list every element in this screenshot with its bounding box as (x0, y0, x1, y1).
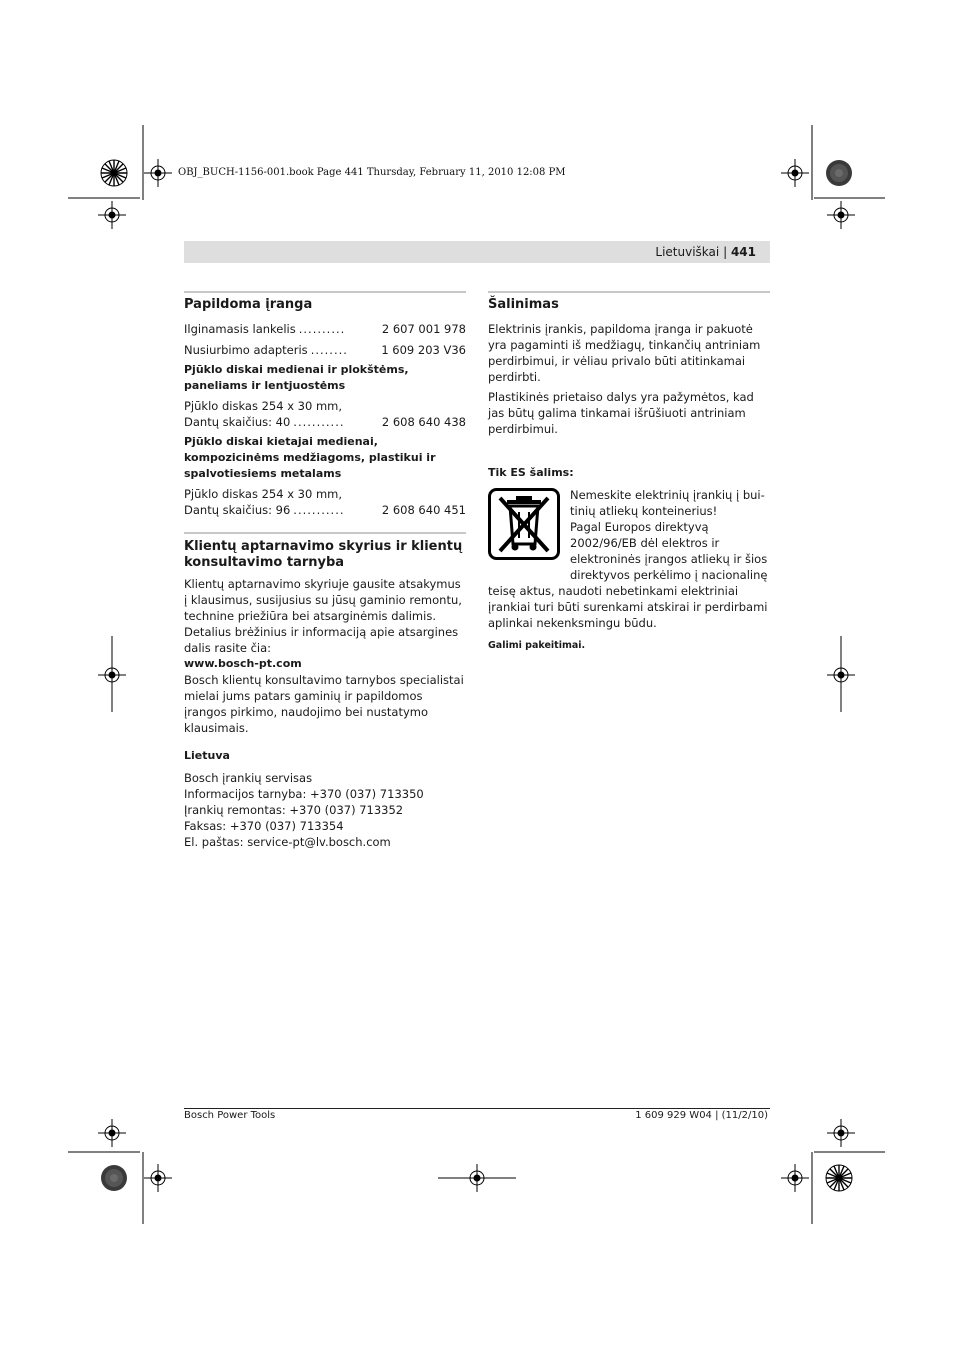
eu-line: tinių atliekų konteinerius! (570, 504, 718, 518)
eu-line: Nemeskite elektrinių įrankių į bui- (570, 488, 765, 502)
header-language: Lietuviškai (655, 245, 720, 259)
footer-code: 1 609 929 W04 | (11/2/10) (635, 1110, 768, 1121)
contact-line: Įrankių remontas: +370 (037) 713352 (184, 803, 404, 817)
contact-line: Bosch įrankių servisas (184, 771, 313, 785)
service-url: www.bosch-pt.com (184, 657, 302, 670)
eu-side-text (570, 487, 770, 583)
changes-note: Galimi pakeitimai. (488, 640, 586, 651)
section-rule (488, 291, 770, 293)
eu-line: direktyvos perkėlimo į nacionalinę (570, 568, 768, 582)
accessory-label: Nusiurbimo adapteris (184, 343, 308, 357)
footer-brand: Bosch Power Tools (184, 1110, 276, 1121)
accessories-list (184, 321, 466, 358)
accessories-title: Papildoma įranga (184, 297, 313, 312)
contact-list (184, 770, 466, 850)
leader-dots: ........ (310, 343, 348, 357)
section-rule (184, 291, 466, 293)
header-separator: | (723, 245, 728, 259)
wood-blade-spec: Pjūklo diskas 254 x 30 mm, (184, 399, 343, 413)
accessory-code: 1 609 203 V36 (381, 343, 466, 357)
leader-dots: .......... (298, 322, 346, 336)
eu-line: elektroninės įrangos atliekų ir šios (570, 552, 768, 566)
wood-blades-heading: Pjūklo diskai medienai ir plokštėms, paneliams ir lentjuostėms (184, 363, 409, 392)
hardwood-blade-spec: Pjūklo diskas 254 x 30 mm, (184, 487, 343, 501)
print-slug: OBJ_BUCH-1156-001.book Page 441 Thursday, February 11, 2010 12:08 PM (178, 167, 566, 178)
hardwood-blade-row (184, 502, 466, 518)
eu-heading: Tik ES šalims: (488, 466, 574, 479)
service-title: Klientų aptarnavimo skyrius ir klientų konsultavimo tarnyba (184, 539, 463, 570)
blade-teeth: Dantų skaičius: 96 (184, 503, 291, 517)
eu-paragraph-rest: teisę aktus, naudoti nebetinkami elektriniai įrankiai turi būti surenkami atskirai ir perdirbami aplinkai nekenksmingu būdu. (488, 584, 768, 630)
eu-line: 2002/96/EB dėl elektros ir (570, 536, 720, 550)
service-paragraph: Klientų aptarnavimo skyriuje gausite atsakymus į klausimus, susijusius su jūsų gaminio remontu, technine priežiūra bei atsarginėmis dalimis. Detalius brėžinius ir informaciją apie atsargines dalis rasite čia: (184, 577, 462, 655)
weee-bin-icon (488, 488, 560, 560)
right-column (488, 291, 770, 653)
header-text (655, 245, 756, 259)
blade-code: 2 608 640 451 (381, 503, 466, 517)
blade-teeth: Dantų skaičius: 40 (184, 415, 291, 429)
service-paragraph-2: Bosch klientų konsultavimo tarnybos specialistai mielai jums patars gaminių ir papildomos įrangos pirkimo, naudojimo bei nustatymo klausimais. (184, 673, 464, 735)
disposal-paragraph: Elektrinis įrankis, papildoma įranga ir pakuotė yra pagaminti iš medžiagų, tinkančių antriniam perdirbimui, ir vėliau privalo būti atitinkamai perdirbti. (488, 322, 761, 384)
footer-rule (184, 1108, 770, 1109)
hardwood-blades-heading: Pjūklo diskai kietajai medienai, kompozicinėms medžiagoms, plastikui ir spalvotiesiems metalams (184, 435, 436, 480)
wood-blade-row (184, 414, 466, 430)
disposal-title: Šalinimas (488, 297, 559, 312)
contact-line: Faksas: +370 (037) 713354 (184, 819, 344, 833)
accessory-row (184, 342, 466, 358)
contact-line: Informacijos tarnyba: +370 (037) 713350 (184, 787, 424, 801)
left-column (184, 291, 466, 850)
page-header (184, 241, 770, 263)
leader-dots: ........... (293, 503, 345, 517)
section-rule (184, 532, 466, 534)
contact-line: El. paštas: service-pt@lv.bosch.com (184, 835, 391, 849)
accessory-code: 2 607 001 978 (381, 322, 466, 336)
country-heading: Lietuva (184, 749, 230, 762)
eu-block (488, 487, 770, 583)
accessory-label: Ilginamasis lankelis (184, 322, 296, 336)
eu-line: Pagal Europos direktyvą (570, 520, 709, 534)
disposal-paragraph-2: Plastikinės prietaiso dalys yra pažymėtos, kad jas būtų galima tinkamai išrūšiuoti antriniam perdirbimui. (488, 390, 754, 436)
accessory-row (184, 321, 466, 337)
blade-code: 2 608 640 438 (381, 415, 466, 429)
leader-dots: ........... (293, 415, 345, 429)
page-number: 441 (730, 245, 756, 259)
